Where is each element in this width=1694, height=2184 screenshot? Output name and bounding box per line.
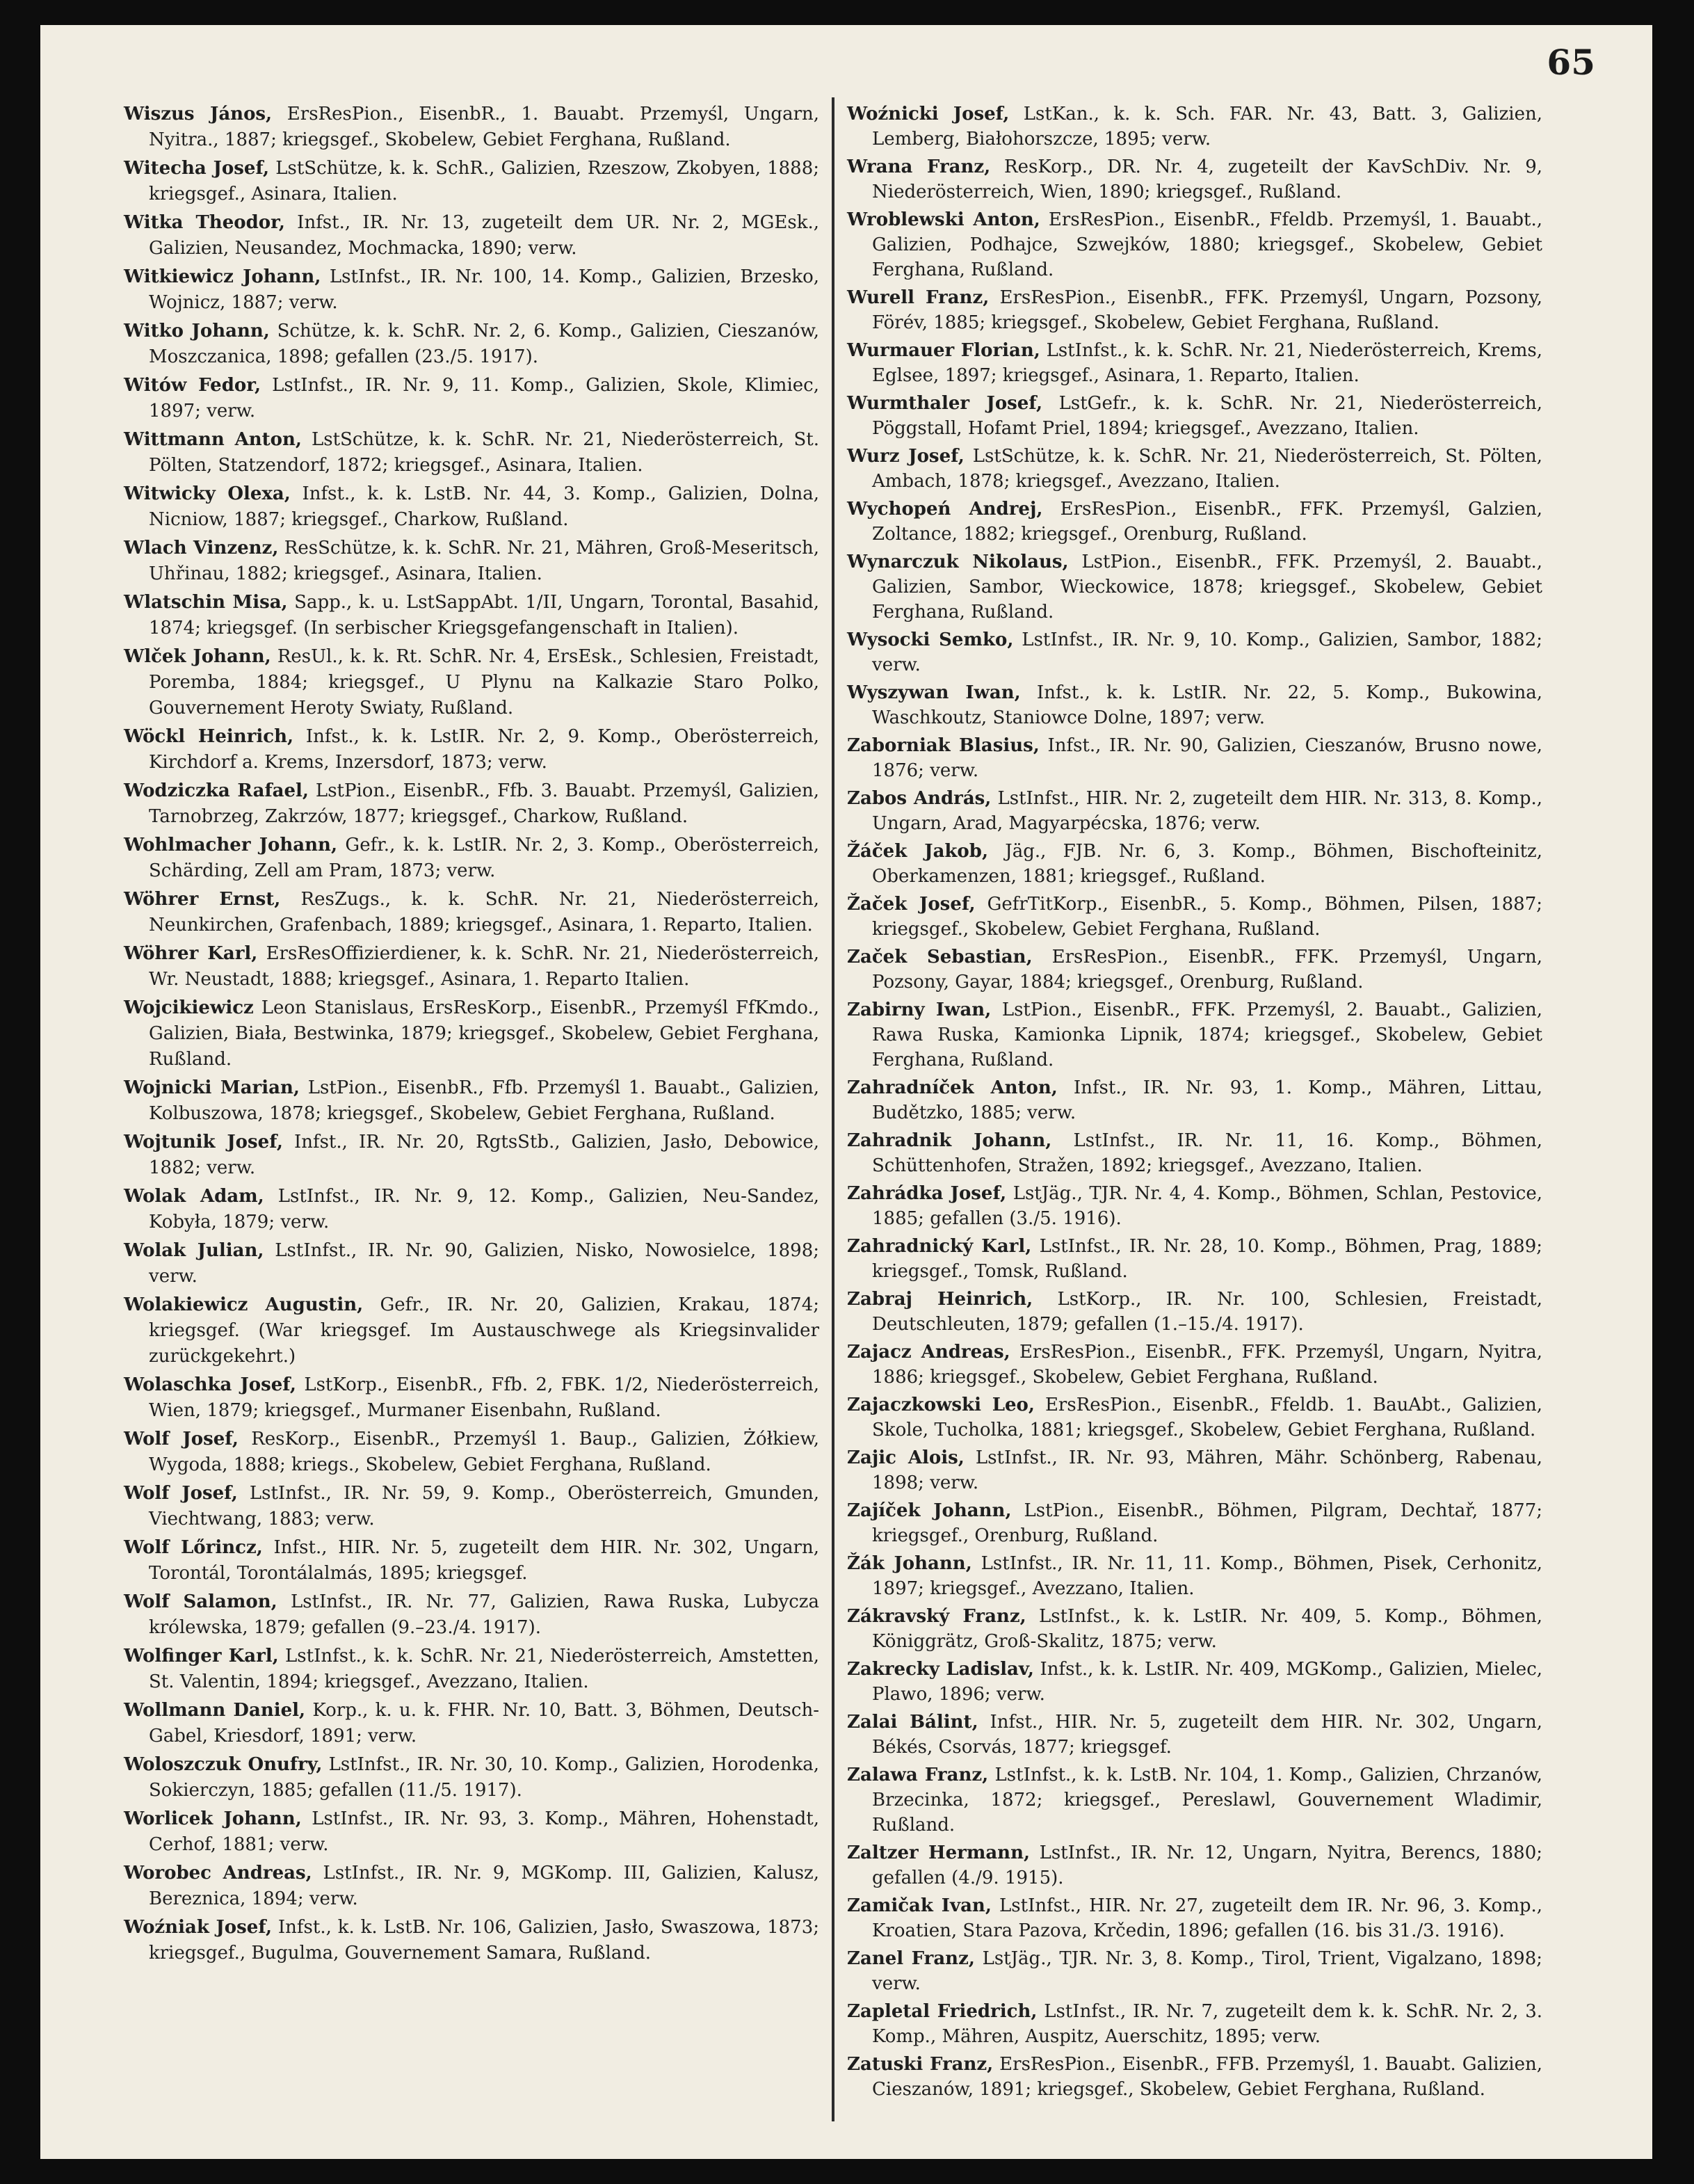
entry-name: Zahradnický Karl, (847, 1236, 1032, 1257)
register-entry (847, 839, 1542, 889)
entry-details: Infst., IR. Nr. 90, Galizien, Cieszanów, Brusno nowe, 1876; verw. (872, 735, 1543, 781)
register-entry (124, 590, 819, 641)
entry-name: Zaborniak Blasius, (847, 735, 1040, 756)
entry-details: LstJäg., TJR. Nr. 3, 8. Komp., Tirol, Trient, Vigalzano, 1898; verw. (872, 1948, 1543, 1994)
page-number: 65 (1547, 42, 1595, 83)
register-entry (124, 1915, 819, 1966)
entry-name: Zatuski Franz, (847, 2054, 994, 2075)
register-entry (124, 1372, 819, 1424)
entry-details: Schütze, k. k. SchR. Nr. 2, 6. Komp., Galizien, Cieszanów, Moszczanica, 1898; gefallen (23./5. 1917). (149, 321, 820, 367)
entry-name: Zalawa Franz, (847, 1765, 989, 1785)
left-column (124, 102, 819, 1969)
register-entry (847, 1946, 1542, 1996)
entry-details: LstInfst., IR. Nr. 100, 14. Komp., Galizien, Brzesko, Wojnicz, 1887; verw. (149, 266, 819, 313)
register-entry (124, 941, 819, 993)
entry-name: Zákravský Franz, (847, 1606, 1026, 1627)
entry-name: Witwicky Olexa, (124, 483, 291, 504)
entry-details: ErsResPion., EisenbR., 1. Bauabt. Przemyśl, Ungarn, Nyitra., 1887; kriegsgef., Skobelew, Gebiet Ferghana, Rußland. (149, 104, 820, 150)
register-entry (124, 833, 819, 884)
entry-details: LstInfst., k. k. LstB. Nr. 104, 1. Komp., Galizien, Chrzanów, Brzecinka, 1872; kriegsgef., Pereslawl, Gouvernement Wladimir, Rußland. (872, 1765, 1542, 1836)
register-entry (847, 1498, 1542, 1548)
register-entry (847, 549, 1542, 625)
register-entry (847, 1763, 1542, 1838)
entry-name: Wojtunik Josef, (124, 1132, 283, 1153)
entry-details: Infst., k. k. LstIR. Nr. 22, 5. Komp., Bukowina, Waschkoutz, Staniowce Dolne, 1897; verw. (872, 682, 1542, 728)
entry-name: Wychopeń Andrej, (847, 499, 1043, 520)
register-entry (124, 373, 819, 424)
entry-name: Wyszywan Iwan, (847, 682, 1021, 703)
entry-details: ErsResPion., EisenbR., Ffeldb. Przemyśl, 1. Bauabt., Galizien, Podhajce, Szwejków, 1880; kriegsgef., Skobelew, Gebiet Ferghana, Rußland. (872, 209, 1543, 280)
register-entry (847, 1604, 1542, 1654)
entry-name: Zaltzer Hermann, (847, 1842, 1031, 1863)
entry-details: Gefr., k. k. LstIR. Nr. 2, 3. Komp., Oberösterreich, Schärding, Zell am Pram, 1873; verw. (149, 835, 819, 881)
entry-details: Infst., k. k. LstB. Nr. 106, Galizien, Jasło, Swaszowa, 1873; kriegsgef., Bugulma, Gouvernement Samara, Rußland. (149, 1917, 820, 1964)
entry-name: Wolak Adam, (124, 1186, 264, 1207)
entry-details: ResKorp., EisenbR., Przemyśl 1. Baup., Galizien, Żółkiew, Wygoda, 1888; kriegs., Skobelew, Gebiet Ferghana, Rußland. (149, 1429, 819, 1475)
register-entry (847, 497, 1542, 547)
entry-name: Wolakiewicz Augustin, (124, 1294, 364, 1315)
entry-details: LstInfst., IR. Nr. 93, Mähren, Mähr. Schönberg, Rabenau, 1898; verw. (872, 1447, 1542, 1493)
entry-name: Wolf Salamon, (124, 1591, 277, 1612)
entry-details: LstInfst., IR. Nr. 11, 11. Komp., Böhmen, Pisek, Cerhonitz, 1897; kriegsgef., Avezzano, Italien. (872, 1553, 1542, 1599)
entry-name: Witów Fedor, (124, 375, 261, 396)
entry-details: LstInfst., k. k. LstIR. Nr. 409, 5. Komp., Böhmen, Königgrätz, Groß-Skalitz, 1875; verw. (872, 1606, 1542, 1652)
register-entry (124, 1184, 819, 1235)
document-page (40, 25, 1652, 2159)
register-entry (124, 1644, 819, 1695)
entry-name: Wurmthaler Josef, (847, 393, 1043, 414)
register-entry (124, 1481, 819, 1532)
entry-details: ErsResPion., EisenbR., FFK. Przemyśl, Ungarn, Pozsony, Gayar, 1884; kriegsgef., Orenburg, Rußland. (872, 947, 1543, 993)
entry-name: Zajacz Andreas, (847, 1342, 1010, 1363)
register-entry (124, 1806, 819, 1858)
entry-details: Infst., k. k. LstIR. Nr. 2, 9. Komp., Oberösterreich, Kirchdorf a. Krems, Inzersdorf, 1873; verw. (149, 726, 819, 773)
entry-details: LstInfst., IR. Nr. 9, 11. Komp., Galizien, Skole, Klimiec, 1897; verw. (149, 375, 819, 421)
register-entry (847, 733, 1542, 783)
entry-details: LstInfst., IR. Nr. 11, 16. Komp., Böhmen, Schüttenhofen, Stražen, 1892; kriegsgef., Avezzano, Italien. (872, 1130, 1543, 1176)
entry-name: Wynarczuk Nikolaus, (847, 552, 1069, 572)
entry-details: ResSchütze, k. k. SchR. Nr. 21, Mähren, Groß-Meseritsch, Uhřinau, 1882; kriegsgef., Asinara, Italien. (149, 538, 820, 584)
entry-name: Wlach Vinzenz, (124, 538, 279, 559)
entry-name: Wolfinger Karl, (124, 1646, 279, 1667)
entry-details: LstSchütze, k. k. SchR. Nr. 21, Niederösterreich, St. Pölten, Ambach, 1878; kriegsgef., Avezzano, Italien. (872, 446, 1543, 492)
register-entry (847, 207, 1542, 282)
register-entry (847, 2052, 1542, 2102)
entry-details: Infst., IR. Nr. 20, RgtsStb., Galizien, Jasło, Debowice, 1882; verw. (149, 1132, 820, 1178)
entry-details: LstPion., EisenbR., FFK. Przemyśl, 2. Bauabt., Galizien, Rawa Ruska, Kamionka Lipnik, 1874; kriegsgef., Skobelew, Gebiet Ferghana, Rußland. (872, 999, 1542, 1070)
entry-name: Zajic Alois, (847, 1447, 965, 1468)
entry-details: LstInfst., k. k. SchR. Nr. 21, Niederösterreich, Amstetten, St. Valentin, 1894; kriegsgef., Avezzano, Italien. (149, 1646, 819, 1692)
register-entry (847, 154, 1542, 204)
register-entry (124, 1427, 819, 1478)
entry-details: LstKan., k. k. Sch. FAR. Nr. 43, Batt. 3, Galizien, Lemberg, Białohorszcze, 1895; verw. (872, 104, 1543, 150)
entry-name: Wolf Josef, (124, 1429, 239, 1450)
register-entry (847, 1840, 1542, 1890)
entry-name: Zapletal Friedrich, (847, 2001, 1038, 2022)
register-entry (124, 778, 819, 830)
register-entry (124, 1752, 819, 1804)
entry-name: Wlček Johann, (124, 646, 271, 667)
register-entry (847, 892, 1542, 942)
entry-name: Woźnicki Josef, (847, 104, 1010, 125)
entry-details: ResUl., k. k. Rt. SchR. Nr. 4, ErsEsk., Schlesien, Freistadt, Poremba, 1884; kriegsgef., U Plynu na Kalkazie Staro Polko, Gouvernement Heroty Swiaty, Rußland. (149, 646, 819, 718)
entry-name: Žáček Jakob, (847, 841, 989, 862)
entry-name: Wöhrer Ernst, (124, 889, 281, 910)
entry-details: LstInfst., IR. Nr. 7, zugeteilt dem k. k. SchR. Nr. 2, 3. Komp., Mähren, Auspitz, Auerschitz, 1895; verw. (872, 2001, 1543, 2047)
entry-details: LstInfst., IR. Nr. 9, 10. Komp., Galizien, Sambor, 1882; verw. (872, 629, 1542, 675)
entry-details: GefrTitKorp., EisenbR., 5. Komp., Böhmen, Pilsen, 1887; kriegsgef., Skobelew, Gebiet Ferghana, Rußland. (872, 894, 1542, 940)
entry-name: Wysocki Semko, (847, 629, 1014, 650)
entry-details: Korp., k. u. k. FHR. Nr. 10, Batt. 3, Böhmen, Deutsch-Gabel, Kriesdorf, 1891; verw. (149, 1700, 819, 1747)
entry-details: Infst., k. k. LstIR. Nr. 409, MGKomp., Galizien, Mielec, Plawo, 1896; verw. (872, 1659, 1543, 1705)
entry-details: LstJäg., TJR. Nr. 4, 4. Komp., Böhmen, Schlan, Pestovice, 1885; gefallen (3./5. 1916). (872, 1183, 1543, 1229)
entry-details: LstInfst., IR. Nr. 77, Galizien, Rawa Ruska, Lubycza królewska, 1879; gefallen (9.–23./4. 1917). (149, 1591, 819, 1638)
entry-name: Zanel Franz, (847, 1948, 975, 1969)
register-entry (124, 1535, 819, 1587)
entry-name: Witko Johann, (124, 321, 270, 342)
entry-name: Zahradnik Johann, (847, 1130, 1052, 1151)
entry-details: ErsResPion., EisenbR., FFB. Przemyśl, 1. Bauabt. Galizien, Cieszanów, 1891; kriegsgef., Skobelew, Gebiet Ferghana, Rußland. (872, 2054, 1543, 2100)
entry-name: Zajaczkowski Leo, (847, 1395, 1035, 1415)
entry-name: Woloszczuk Onufry, (124, 1754, 323, 1775)
register-entry (847, 1999, 1542, 2049)
entry-details: ErsResPion., EisenbR., Ffeldb. 1. BauAbt., Galizien, Skole, Tucholka, 1881; kriegsgef., Skobelew, Gebiet Ferghana, Rußland. (872, 1395, 1543, 1440)
entry-details: LstSchütze, k. k. SchR., Galizien, Rzeszow, Zkobyen, 1888; kriegsgef., Asinara, Italien. (149, 158, 820, 204)
register-entry (847, 1392, 1542, 1443)
entry-name: Witka Theodor, (124, 212, 285, 233)
entry-details: LstPion., EisenbR., Ffb. Przemyśl 1. Bauabt., Galizien, Kolbuszowa, 1878; kriegsgef., Skobelew, Gebiet Ferghana, Rußland. (149, 1077, 820, 1124)
entry-details: LstInfst., IR. Nr. 30, 10. Komp., Galizien, Horodenka, Sokierczyn, 1885; gefallen (11./5. 1917). (149, 1754, 819, 1801)
entry-details: Leon Stanislaus, ErsResKorp., EisenbR., Przemyśl FfKmdo., Galizien, Biała, Bestwinka, 1879; kriegsgef., Skobelew, Gebiet Ferghana, Rußland. (149, 997, 819, 1070)
column-divider (832, 97, 834, 2121)
register-entry (847, 1710, 1542, 1760)
entry-details: LstKorp., IR. Nr. 100, Schlesien, Freistadt, Deutschleuten, 1879; gefallen (1.–15./4. 1917). (872, 1289, 1542, 1335)
register-entry (124, 264, 819, 316)
entry-name: Worlicek Johann, (124, 1808, 302, 1829)
register-entry (847, 1075, 1542, 1125)
entry-name: Wodziczka Rafael, (124, 780, 309, 801)
entry-details: ErsResOffizierdiener, k. k. SchR. Nr. 21, Niederösterreich, Wr. Neustadt, 1888; kriegsgef., Asinara, 1. Reparto Italien. (149, 943, 820, 990)
register-entry (847, 102, 1542, 152)
entry-name: Zabraj Heinrich, (847, 1289, 1033, 1310)
register-entry (847, 285, 1542, 335)
entry-name: Woźniak Josef, (124, 1917, 272, 1938)
entry-name: Wohlmacher Johann, (124, 835, 337, 856)
register-entry (124, 210, 819, 262)
entry-details: LstInfst., IR. Nr. 12, Ungarn, Nyitra, Berencs, 1880; gefallen (4./9. 1915). (872, 1842, 1543, 1888)
entry-details: ErsResPion., EisenbR., FFK. Przemyśl, Ungarn, Nyitra, 1886; kriegsgef., Skobelew, Gebiet Ferghana, Rußland. (872, 1342, 1542, 1388)
entry-details: LstInfst., IR. Nr. 9, MGKomp. III, Galizien, Kalusz, Bereznica, 1894; verw. (149, 1863, 820, 1909)
entry-details: Infst., IR. Nr. 93, 1. Komp., Mähren, Littau, Budětzko, 1885; verw. (872, 1077, 1543, 1123)
entry-name: Wrana Franz, (847, 156, 991, 177)
entry-name: Zabos András, (847, 788, 992, 809)
entry-name: Wolf Lőrincz, (124, 1537, 263, 1558)
entry-name: Wolak Julian, (124, 1240, 264, 1261)
entry-details: LstInfst., IR. Nr. 59, 9. Komp., Oberösterreich, Gmunden, Viechtwang, 1883; verw. (149, 1483, 819, 1529)
entry-details: LstGefr., k. k. SchR. Nr. 21, Niederösterreich, Pöggstall, Hofamt Priel, 1894; kriegsgef., Avezzano, Italien. (872, 393, 1542, 439)
entry-details: LstKorp., EisenbR., Ffb. 2, FBK. 1/2, Niederösterreich, Wien, 1879; kriegsgef., Murmaner Eisenbahn, Rußland. (149, 1374, 820, 1421)
entry-details: ResKorp., DR. Nr. 4, zugeteilt der KavSchDiv. Nr. 9, Niederösterreich, Wien, 1890; kriegsgef., Rußland. (872, 156, 1543, 202)
register-entry (847, 1234, 1542, 1284)
entry-details: LstInfst., IR. Nr. 28, 10. Komp., Böhmen, Prag, 1889; kriegsgef., Tomsk, Rußland. (872, 1236, 1542, 1282)
entry-name: Wroblewski Anton, (847, 209, 1040, 230)
entry-details: LstInfst., IR. Nr. 9, 12. Komp., Galizien, Neu-Sandez, Kobyła, 1879; verw. (149, 1186, 819, 1232)
register-entry (847, 627, 1542, 677)
register-entry (847, 1551, 1542, 1601)
register-entry (847, 1445, 1542, 1495)
register-entry (124, 427, 819, 479)
register-entry (847, 1657, 1542, 1707)
register-entry (124, 1698, 819, 1749)
entry-details: Sapp., k. u. LstSappAbt. 1/II, Ungarn, Torontal, Basahid, 1874; kriegsgef. (In serbischer Kriegsgefangenschaft in Italien). (149, 592, 819, 639)
entry-name: Wurmauer Florian, (847, 340, 1040, 361)
register-entry (847, 945, 1542, 995)
entry-details: LstInfst., IR. Nr. 90, Galizien, Nisko, Nowosielce, 1898; verw. (149, 1240, 819, 1287)
register-entry (847, 786, 1542, 836)
register-entry (124, 1130, 819, 1181)
register-entry (124, 1075, 819, 1127)
entry-name: Wöhrer Karl, (124, 943, 258, 964)
entry-details: LstSchütze, k. k. SchR. Nr. 21, Niederösterreich, St. Pölten, Statzendorf, 1872; kriegsgef., Asinara, Italien. (149, 429, 819, 476)
register-entry (847, 680, 1542, 730)
register-entry (124, 481, 819, 533)
register-entry (847, 391, 1542, 441)
register-entry (124, 1292, 819, 1370)
entry-details: LstInfst., k. k. SchR. Nr. 21, Niederösterreich, Krems, Eglsee, 1897; kriegsgef., Asinara, 1. Reparto, Italien. (872, 340, 1542, 386)
register-entry (847, 1893, 1542, 1943)
entry-details: Infst., IR. Nr. 13, zugeteilt dem UR. Nr. 2, MGEsk., Galizien, Neusandez, Mochmacka, 1890; verw. (149, 212, 820, 259)
entry-name: Worobec Andreas, (124, 1863, 312, 1884)
register-entry (124, 102, 819, 153)
entry-name: Zamičak Ivan, (847, 1895, 992, 1916)
entry-name: Wurz Josef, (847, 446, 965, 467)
entry-name: Zahrádka Josef, (847, 1183, 1007, 1204)
entry-name: Zabirny Iwan, (847, 999, 992, 1020)
entry-name: Zahradníček Anton, (847, 1077, 1058, 1098)
register-entry (847, 444, 1542, 494)
register-entry (847, 1287, 1542, 1337)
register-entry (124, 724, 819, 776)
register-entry (124, 887, 819, 938)
entry-name: Zalai Bálint, (847, 1712, 978, 1733)
entry-name: Wiszus János, (124, 104, 273, 125)
register-entry (847, 338, 1542, 388)
entry-name: Zajíček Johann, (847, 1500, 1012, 1521)
register-entry (124, 536, 819, 587)
register-entry (124, 1861, 819, 1912)
entry-details: Jäg., FJB. Nr. 6, 3. Komp., Böhmen, Bischofteinitz, Oberkamenzen, 1881; kriegsgef., Rußland. (872, 841, 1542, 887)
register-entry (124, 644, 819, 721)
register-entry (847, 997, 1542, 1073)
entry-name: Žák Johann, (847, 1553, 972, 1574)
register-entry (847, 1340, 1542, 1390)
register-entry (124, 319, 819, 370)
entry-name: Wlatschin Misa, (124, 592, 288, 613)
entry-details: Infst., k. k. LstB. Nr. 44, 3. Komp., Galizien, Dolna, Nicniow, 1887; kriegsgef., Charkow, Rußland. (149, 483, 819, 530)
entry-details: LstPion., EisenbR., Böhmen, Pilgram, Dechtař, 1877; kriegsgef., Orenburg, Rußland. (872, 1500, 1543, 1546)
entry-name: Zakrecky Ladislav, (847, 1659, 1034, 1680)
entry-name: Wollmann Daniel, (124, 1700, 306, 1721)
entry-name: Wittmann Anton, (124, 429, 302, 450)
entry-name: Witecha Josef, (124, 158, 270, 179)
entry-details: ResZugs., k. k. SchR. Nr. 21, Niederösterreich, Neunkirchen, Grafenbach, 1889; kriegsgef., Asinara, 1. Reparto, Italien. (149, 889, 820, 936)
entry-details: Infst., HIR. Nr. 5, zugeteilt dem HIR. Nr. 302, Ungarn, Békés, Csorvás, 1877; kriegsgef. (872, 1712, 1542, 1758)
entry-details: ErsResPion., EisenbR., FFK. Przemyśl, Galzien, Zoltance, 1882; kriegsgef., Orenburg, Rußland. (872, 499, 1542, 545)
entry-name: Wolaschka Josef, (124, 1374, 296, 1395)
entry-name: Wolf Josef, (124, 1483, 238, 1504)
entry-name: Wojnicki Marian, (124, 1077, 300, 1098)
register-entry (124, 156, 819, 207)
entry-name: Žaček Josef, (847, 894, 976, 915)
entry-name: Wöckl Heinrich, (124, 726, 294, 747)
entry-details: Infst., HIR. Nr. 5, zugeteilt dem HIR. Nr. 302, Ungarn, Torontál, Torontálalmás, 1895; kriegsgef. (149, 1537, 819, 1584)
register-entry (124, 995, 819, 1073)
entry-details: LstInfst., HIR. Nr. 27, zugeteilt dem IR. Nr. 96, 3. Komp., Kroatien, Stara Pazova, Krčedin, 1896; gefallen (16. bis 31./3. 1916). (872, 1895, 1543, 1941)
entry-name: Wurell Franz, (847, 287, 990, 308)
register-entry (124, 1589, 819, 1641)
entry-name: Witkiewicz Johann, (124, 266, 321, 287)
entry-details: LstPion., EisenbR., Ffb. 3. Bauabt. Przemyśl, Galizien, Tarnobrzeg, Zakrzów, 1877; kriegsgef., Charkow, Rußland. (149, 780, 820, 827)
right-column (847, 102, 1542, 2105)
entry-details: LstInfst., HIR. Nr. 2, zugeteilt dem HIR. Nr. 313, 8. Komp., Ungarn, Arad, Magyarpécska, 1876; verw. (872, 788, 1543, 834)
entry-name: Wojcikiewicz (124, 997, 254, 1018)
register-entry (847, 1128, 1542, 1178)
entry-details: Gefr., IR. Nr. 20, Galizien, Krakau, 1874; kriegsgef. (War kriegsgef. Im Austauschwege als Kriegsinvalider zurückgekehrt.) (149, 1294, 820, 1367)
register-entry (124, 1238, 819, 1290)
entry-details: LstInfst., IR. Nr. 93, 3. Komp., Mähren, Hohenstadt, Cerhof, 1881; verw. (149, 1808, 819, 1855)
register-entry (847, 1181, 1542, 1231)
entry-details: LstPion., EisenbR., FFK. Przemyśl, 2. Bauabt., Galizien, Sambor, Wieckowice, 1878; kriegsgef., Skobelew, Gebiet Ferghana, Rußland. (872, 552, 1542, 623)
entry-details: ErsResPion., EisenbR., FFK. Przemyśl, Ungarn, Pozsony, Förév, 1885; kriegsgef., Skobelew, Gebiet Ferghana, Rußland. (872, 287, 1542, 333)
entry-name: Začek Sebastian, (847, 947, 1033, 967)
